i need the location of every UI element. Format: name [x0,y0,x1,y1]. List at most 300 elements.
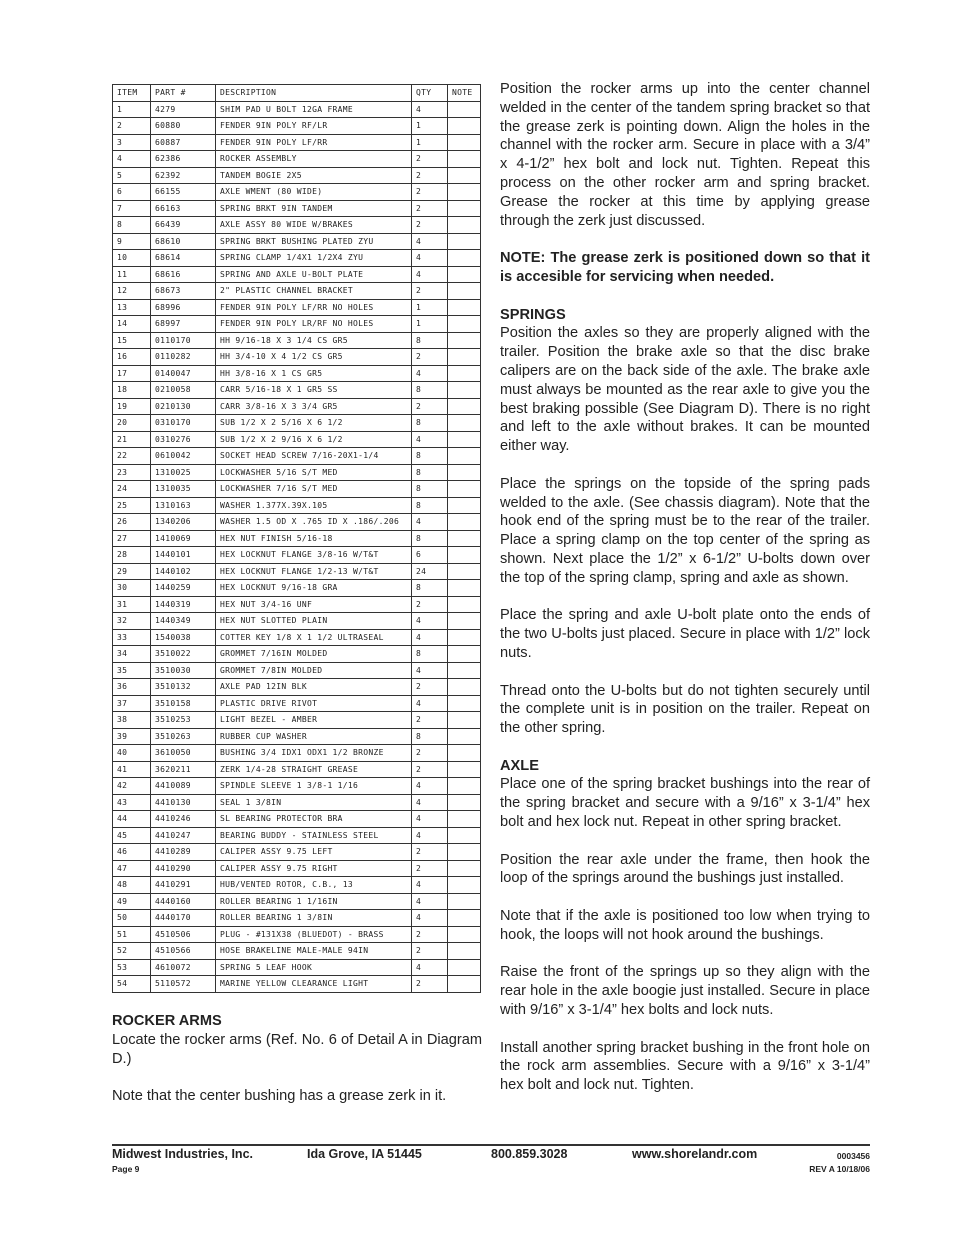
table-row [113,662,481,679]
cell-part: 0210058 [151,382,216,399]
cell-description: HEX LOCKNUT FLANGE 1/2-13 W/T&T [216,563,412,580]
cell-part: 4279 [151,101,216,118]
table-row [113,398,481,415]
footer-company: Midwest Industries, Inc. [112,1147,253,1161]
table-row [113,497,481,514]
cell-note [448,827,481,844]
cell-description: GROMMET 7/16IN MOLDED [216,646,412,663]
table-row [113,695,481,712]
table-row [113,514,481,531]
cell-part: 1310025 [151,464,216,481]
cell-part: 1410069 [151,530,216,547]
table-row [113,332,481,349]
cell-description: SEAL 1 3/8IN [216,794,412,811]
cell-part: 3510253 [151,712,216,729]
cell-item: 39 [113,728,151,745]
cell-qty: 2 [412,679,448,696]
cell-note [448,398,481,415]
cell-note [448,184,481,201]
table-row [113,959,481,976]
parts-list-table [112,84,481,993]
footer-city: Ida Grove, IA 51445 [307,1147,422,1161]
cell-note [448,118,481,135]
cell-part: 4410130 [151,794,216,811]
cell-note [448,415,481,432]
cell-note [448,646,481,663]
cell-item: 11 [113,266,151,283]
cell-qty: 4 [412,877,448,894]
cell-qty: 4 [412,959,448,976]
cell-description: SPRING CLAMP 1/4X1 1/2X4 ZYU [216,250,412,267]
table-row [113,481,481,498]
table-row [113,217,481,234]
cell-item: 1 [113,101,151,118]
cell-note [448,250,481,267]
rocker-arms-heading: ROCKER ARMS [112,1013,222,1029]
cell-qty: 1 [412,316,448,333]
cell-description: HH 9/16-18 X 3 1/4 CS GR5 [216,332,412,349]
table-row [113,299,481,316]
cell-qty: 8 [412,464,448,481]
cell-qty: 2 [412,217,448,234]
cell-qty: 2 [412,844,448,861]
cell-qty: 4 [412,365,448,382]
table-row [113,547,481,564]
table-row [113,184,481,201]
cell-qty: 4 [412,695,448,712]
cell-note [448,613,481,630]
cell-item: 12 [113,283,151,300]
table-row [113,877,481,894]
cell-description: HOSE BRAKELINE MALE-MALE 94IN [216,943,412,960]
table-row [113,976,481,993]
cell-item: 51 [113,926,151,943]
cell-description: WASHER 1.5 OD X .765 ID X .186/.206 [216,514,412,531]
cell-note [448,134,481,151]
cell-note [448,811,481,828]
paragraph: Note that if the axle is positioned too low when trying to hook, the loops will not hook around the bushings. [500,908,870,943]
footer-website: www.shorelandr.com [632,1147,758,1161]
cell-item: 35 [113,662,151,679]
cell-item: 33 [113,629,151,646]
cell-description: LOCKWASHER 5/16 S/T MED [216,464,412,481]
cell-description: SPRING BRKT BUSHING PLATED ZYU [216,233,412,250]
table-row [113,761,481,778]
cell-description: ROLLER BEARING 1 3/8IN [216,910,412,927]
cell-qty: 8 [412,415,448,432]
cell-description: AXLE WMENT (80 WIDE) [216,184,412,201]
cell-description: HEX LOCKNUT FLANGE 3/8-16 W/T&T [216,547,412,564]
cell-note [448,332,481,349]
cell-part: 1440319 [151,596,216,613]
cell-qty: 8 [412,646,448,663]
cell-description: COTTER KEY 1/8 X 1 1/2 ULTRASEAL [216,629,412,646]
cell-item: 4 [113,151,151,168]
cell-part: 4440160 [151,893,216,910]
cell-item: 18 [113,382,151,399]
cell-description: SPINDLE SLEEVE 1 3/8-1 1/16 [216,778,412,795]
cell-note [448,580,481,597]
cell-note [448,349,481,366]
cell-part: 1310163 [151,497,216,514]
cell-item: 27 [113,530,151,547]
cell-part: 3620211 [151,761,216,778]
cell-item: 17 [113,365,151,382]
cell-qty: 2 [412,167,448,184]
cell-qty: 2 [412,943,448,960]
cell-note [448,316,481,333]
paragraph: Place the spring and axle U-bolt plate onto the ends of the two U-bolts just placed. Secure in place with 1/2” lock nuts. [500,607,870,661]
cell-qty: 24 [412,563,448,580]
cell-qty: 6 [412,547,448,564]
footer-phone: 800.859.3028 [491,1147,568,1161]
cell-note [448,200,481,217]
axle-heading: AXLE [500,757,539,774]
cell-part: 0310170 [151,415,216,432]
cell-qty: 2 [412,596,448,613]
footer-doc-number: 0003456 [836,1151,870,1161]
table-row [113,811,481,828]
cell-description: ZERK 1/4-28 STRAIGHT GREASE [216,761,412,778]
table-row [113,926,481,943]
cell-description: LOCKWASHER 7/16 S/T MED [216,481,412,498]
cell-part: 0210130 [151,398,216,415]
column-header-item: ITEM [113,85,151,102]
cell-part: 68610 [151,233,216,250]
cell-note [448,283,481,300]
cell-qty: 4 [412,514,448,531]
paragraph: Note that the center bushing has a grease zerk in it. [112,1088,447,1105]
cell-description: HUB/VENTED ROTOR, C.B., 13 [216,877,412,894]
cell-part: 68997 [151,316,216,333]
table-row [113,349,481,366]
cell-qty: 2 [412,712,448,729]
cell-note [448,151,481,168]
cell-part: 62386 [151,151,216,168]
cell-note [448,464,481,481]
cell-part: 1440259 [151,580,216,597]
cell-item: 45 [113,827,151,844]
cell-description: HEX NUT FINISH 5/16-18 [216,530,412,547]
cell-item: 10 [113,250,151,267]
cell-qty: 8 [412,580,448,597]
cell-description: MARINE YELLOW CLEARANCE LIGHT [216,976,412,993]
cell-item: 6 [113,184,151,201]
cell-item: 46 [113,844,151,861]
cell-part: 66155 [151,184,216,201]
cell-note [448,728,481,745]
cell-qty: 2 [412,745,448,762]
cell-item: 23 [113,464,151,481]
paragraph: Thread onto the U-bolts but do not tighten securely until the complete unit is in position on the trailer. Repeat on the other spring. [500,682,870,737]
table-row [113,943,481,960]
cell-part: 4410247 [151,827,216,844]
cell-part: 1440349 [151,613,216,630]
cell-description: SHIM PAD U BOLT 12GA FRAME [216,101,412,118]
cell-qty: 2 [412,926,448,943]
cell-description: ROLLER BEARING 1 1/16IN [216,893,412,910]
cell-description: ROCKER ASSEMBLY [216,151,412,168]
paragraph: Install another spring bracket bushing in the front hole on the rock arm assemblies. Secure with a 9/16” x 3-1/4” hex bolt and lock nut. Tighten. [500,1039,870,1094]
cell-qty: 1 [412,118,448,135]
cell-note [448,530,481,547]
cell-item: 40 [113,745,151,762]
cell-description: LIGHT BEZEL - AMBER [216,712,412,729]
cell-part: 4410289 [151,844,216,861]
cell-description: CARR 5/16-18 X 1 GR5 SS [216,382,412,399]
cell-note [448,217,481,234]
cell-description: FENDER 9IN POLY LR/RF NO HOLES [216,316,412,333]
table-row [113,151,481,168]
cell-description: FENDER 9IN POLY RF/LR [216,118,412,135]
cell-item: 2 [113,118,151,135]
cell-part: 62392 [151,167,216,184]
table-row [113,910,481,927]
table-row [113,596,481,613]
table-row [113,134,481,151]
cell-item: 43 [113,794,151,811]
cell-note [448,761,481,778]
cell-note [448,431,481,448]
cell-item: 28 [113,547,151,564]
cell-part: 4410290 [151,860,216,877]
cell-note [448,943,481,960]
cell-qty: 1 [412,134,448,151]
cell-qty: 1 [412,299,448,316]
paragraph: Place the springs on the topside of the spring pads welded to the axle. (See chassis diagram). Note that the hook end of the spring must be to the rear of the trailer. Place a spring clamp on the top center of the spring as shown. Next place the 1/2” x 6-1/2” U-bolts down over the top of the spring clamp, spring and axle as shown. [500,475,870,586]
cell-note [448,959,481,976]
table-row [113,712,481,729]
paragraph: Place one of the spring bracket bushings into the rear of the spring bracket and secure with a 9/16” x 3-1/4” hex bolt and hex lock nut. Repeat in other spring bracket. [500,776,870,831]
table-row [113,118,481,135]
cell-description: PLUG - #131X38 (BLUEDOT) - BRASS [216,926,412,943]
cell-note [448,629,481,646]
cell-description: WASHER 1.377X.39X.105 [216,497,412,514]
cell-qty: 4 [412,893,448,910]
cell-note [448,893,481,910]
cell-qty: 2 [412,151,448,168]
cell-part: 0110170 [151,332,216,349]
cell-note [448,547,481,564]
cell-qty: 4 [412,431,448,448]
cell-item: 32 [113,613,151,630]
paragraph: Position the rocker arms up into the center channel welded in the center of the tandem spring bracket so that the grease zerk is pointing down. Align the holes in the channel with the rocker arm. Secure in place with a 3/4” x 4-1/2” hex bolt and lock nut. Tighten. Repeat this process on the other rocker arm and spring bracket. Grease the rocker at this time by applying grease through the zerk just discussed. [500,81,870,229]
cell-note [448,695,481,712]
cell-qty: 2 [412,349,448,366]
springs-heading: SPRINGS [500,306,566,323]
cell-part: 0310276 [151,431,216,448]
table-row [113,250,481,267]
cell-qty: 2 [412,860,448,877]
cell-description: CALIPER ASSY 9.75 RIGHT [216,860,412,877]
cell-qty: 2 [412,283,448,300]
table-row [113,316,481,333]
cell-note [448,778,481,795]
table-row [113,266,481,283]
cell-part: 4410246 [151,811,216,828]
cell-part: 5110572 [151,976,216,993]
cell-qty: 4 [412,794,448,811]
column-header-note: NOTE [448,85,481,102]
table-row [113,613,481,630]
cell-item: 7 [113,200,151,217]
cell-qty: 8 [412,481,448,498]
cell-description: AXLE ASSY 80 WIDE W/BRAKES [216,217,412,234]
table-row [113,745,481,762]
cell-part: 68616 [151,266,216,283]
paragraph: Raise the front of the springs up so they align with the rear hole in the axle boogie just installed. Secure in place with 9/16” x 3-1/4” hex bolts and lock nuts. [500,964,870,1019]
cell-item: 53 [113,959,151,976]
cell-item: 54 [113,976,151,993]
table-row [113,415,481,432]
cell-note [448,382,481,399]
cell-description: BEARING BUDDY - STAINLESS STEEL [216,827,412,844]
cell-qty: 4 [412,662,448,679]
cell-description: HEX NUT SLOTTED PLAIN [216,613,412,630]
table-row [113,200,481,217]
cell-qty: 4 [412,101,448,118]
cell-qty: 8 [412,448,448,465]
cell-qty: 8 [412,382,448,399]
table-row [113,563,481,580]
cell-description: FENDER 9IN POLY LF/RR NO HOLES [216,299,412,316]
cell-note [448,794,481,811]
table-row [113,629,481,646]
cell-description: SPRING AND AXLE U-BOLT PLATE [216,266,412,283]
table-row [113,580,481,597]
cell-description: CARR 3/8-16 X 3 3/4 GR5 [216,398,412,415]
cell-qty: 8 [412,332,448,349]
cell-part: 66439 [151,217,216,234]
cell-item: 22 [113,448,151,465]
cell-part: 68996 [151,299,216,316]
footer-revision: REV A 10/18/06 [809,1164,870,1174]
cell-part: 1440101 [151,547,216,564]
cell-qty: 8 [412,530,448,547]
cell-part: 3510263 [151,728,216,745]
cell-item: 8 [113,217,151,234]
cell-qty: 4 [412,811,448,828]
cell-note [448,266,481,283]
cell-item: 31 [113,596,151,613]
cell-note [448,233,481,250]
table-row [113,233,481,250]
cell-qty: 2 [412,976,448,993]
cell-note [448,365,481,382]
cell-description: HEX NUT 3/4-16 UNF [216,596,412,613]
cell-note [448,860,481,877]
cell-item: 49 [113,893,151,910]
cell-item: 24 [113,481,151,498]
cell-part: 0110282 [151,349,216,366]
cell-note [448,844,481,861]
cell-note [448,563,481,580]
cell-part: 3510132 [151,679,216,696]
cell-qty: 8 [412,497,448,514]
cell-part: 68673 [151,283,216,300]
table-row [113,794,481,811]
cell-qty: 4 [412,613,448,630]
cell-note [448,910,481,927]
cell-item: 42 [113,778,151,795]
cell-item: 20 [113,415,151,432]
cell-part: 1310035 [151,481,216,498]
cell-part: 4410291 [151,877,216,894]
cell-note [448,596,481,613]
table-row [113,448,481,465]
cell-item: 52 [113,943,151,960]
cell-item: 14 [113,316,151,333]
cell-part: 4510506 [151,926,216,943]
cell-qty: 4 [412,827,448,844]
cell-part: 66163 [151,200,216,217]
cell-item: 47 [113,860,151,877]
table-row [113,431,481,448]
table-row [113,646,481,663]
cell-note [448,976,481,993]
cell-note [448,497,481,514]
cell-part: 4410089 [151,778,216,795]
cell-note [448,514,481,531]
cell-item: 25 [113,497,151,514]
table-row [113,382,481,399]
cell-part: 60887 [151,134,216,151]
table-row [113,679,481,696]
cell-qty: 4 [412,778,448,795]
cell-item: 5 [113,167,151,184]
cell-part: 60880 [151,118,216,135]
instructions-column [500,80,870,1114]
cell-description: HH 3/8-16 X 1 CS GR5 [216,365,412,382]
cell-description: AXLE PAD 12IN BLK [216,679,412,696]
cell-item: 37 [113,695,151,712]
cell-note [448,448,481,465]
cell-item: 26 [113,514,151,531]
cell-item: 48 [113,877,151,894]
cell-description: RUBBER CUP WASHER [216,728,412,745]
cell-description: BUSHING 3/4 IDX1 ODX1 1/2 BRONZE [216,745,412,762]
paragraph: Position the axles so they are properly aligned with the trailer. Position the brake axle so that the disc brake calipers are on the back side of the axle. The brake axle must always be mounted as the rear axle to give you the best braking possible (See Diagram D). There is no right and left to the axle without brakes. It can be mounted either way. [500,325,870,455]
cell-part: 1440102 [151,563,216,580]
cell-description: FENDER 9IN POLY LF/RR [216,134,412,151]
table-row [113,844,481,861]
table-row [113,365,481,382]
table-row [113,860,481,877]
cell-description: CALIPER ASSY 9.75 LEFT [216,844,412,861]
note-paragraph: NOTE: The grease zerk is positioned down so that it is accesible for servicing when needed. [500,250,870,285]
cell-qty: 4 [412,233,448,250]
cell-qty: 4 [412,629,448,646]
cell-qty: 4 [412,266,448,283]
cell-description: SUB 1/2 X 2 9/16 X 6 1/2 [216,431,412,448]
cell-description: SL BEARING PROTECTOR BRA [216,811,412,828]
cell-note [448,299,481,316]
cell-description: TANDEM BOGIE 2X5 [216,167,412,184]
cell-part: 68614 [151,250,216,267]
cell-item: 44 [113,811,151,828]
cell-item: 50 [113,910,151,927]
cell-note [448,926,481,943]
footer-divider [112,1144,870,1146]
cell-part: 4610072 [151,959,216,976]
cell-note [448,101,481,118]
table-row [113,167,481,184]
cell-part: 0610042 [151,448,216,465]
cell-note [448,877,481,894]
rocker-arms-section [112,1012,482,1125]
table-row [113,101,481,118]
cell-description: SOCKET HEAD SCREW 7/16-20X1-1/4 [216,448,412,465]
